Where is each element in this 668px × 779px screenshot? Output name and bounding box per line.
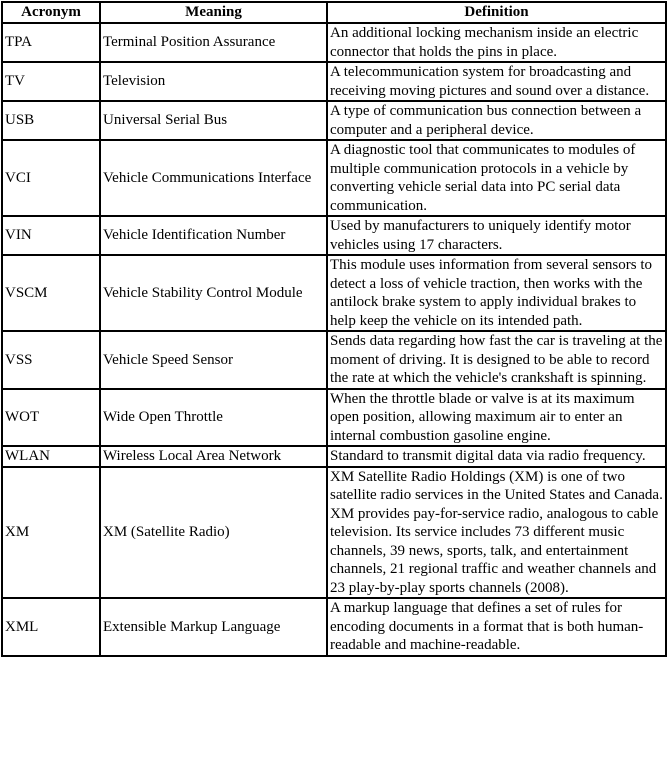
acronym-cell: WOT [2, 389, 100, 447]
definition-cell: Standard to transmit digital data via radio frequency. [327, 446, 666, 467]
acronym-cell: XML [2, 598, 100, 656]
table-row [2, 467, 666, 599]
definition-cell: This module uses information from several sensors to detect a loss of vehicle traction, then works with the antilock brake system to apply individual brakes to help keep the vehicle on its intended path. [327, 255, 666, 331]
meaning-cell: Vehicle Stability Control Module [100, 255, 327, 331]
table-row [2, 389, 666, 447]
definition-cell: A type of communication bus connection between a computer and a peripheral device. [327, 101, 666, 140]
acronym-cell: TPA [2, 23, 100, 62]
acronym-cell: XM [2, 467, 100, 599]
acronym-cell: USB [2, 101, 100, 140]
definition-cell: A telecommunication system for broadcasting and receiving moving pictures and sound over a distance. [327, 62, 666, 101]
meaning-cell: XM (Satellite Radio) [100, 467, 327, 599]
table-row [2, 446, 666, 467]
acronym-cell: VIN [2, 216, 100, 255]
table-row [2, 23, 666, 62]
meaning-cell: Wireless Local Area Network [100, 446, 327, 467]
table-row [2, 216, 666, 255]
acronym-cell: TV [2, 62, 100, 101]
header-row [2, 2, 666, 23]
table-row [2, 62, 666, 101]
acronym-table [1, 1, 667, 657]
table-row [2, 101, 666, 140]
acronym-cell: WLAN [2, 446, 100, 467]
table-row [2, 140, 666, 216]
meaning-cell: Vehicle Communications Interface [100, 140, 327, 216]
header-definition: Definition [327, 2, 666, 23]
definition-cell: XM Satellite Radio Holdings (XM) is one of two satellite radio services in the United States and Canada. XM provides pay-for-service radio, analogous to cable television. Its service includes 73 different music channels, 39 news, sports, talk, and entertainment channels, 21 regional traffic and weather channels and 23 play-by-play sports channels (2008). [327, 467, 666, 599]
definition-cell: A markup language that defines a set of rules for encoding documents in a format that is both human-readable and machine-readable. [327, 598, 666, 656]
meaning-cell: Universal Serial Bus [100, 101, 327, 140]
acronym-cell: VSCM [2, 255, 100, 331]
acronym-table-container [1, 1, 665, 657]
meaning-cell: Vehicle Identification Number [100, 216, 327, 255]
acronym-cell: VSS [2, 331, 100, 389]
meaning-cell: Vehicle Speed Sensor [100, 331, 327, 389]
meaning-cell: Television [100, 62, 327, 101]
definition-cell: A diagnostic tool that communicates to modules of multiple communication protocols in a vehicle by converting vehicle serial data into PC serial data communication. [327, 140, 666, 216]
definition-cell: An additional locking mechanism inside an electric connector that holds the pins in place. [327, 23, 666, 62]
definition-cell: When the throttle blade or valve is at its maximum open position, allowing maximum air to enter an internal combustion gasoline engine. [327, 389, 666, 447]
meaning-cell: Extensible Markup Language [100, 598, 327, 656]
header-meaning: Meaning [100, 2, 327, 23]
definition-cell: Used by manufacturers to uniquely identify motor vehicles using 17 characters. [327, 216, 666, 255]
table-row [2, 331, 666, 389]
table-body [2, 23, 666, 656]
table-header [2, 2, 666, 23]
table-row [2, 598, 666, 656]
definition-cell: Sends data regarding how fast the car is traveling at the moment of driving. It is designed to be able to record the rate at which the vehicle's crankshaft is spinning. [327, 331, 666, 389]
header-acronym: Acronym [2, 2, 100, 23]
meaning-cell: Wide Open Throttle [100, 389, 327, 447]
meaning-cell: Terminal Position Assurance [100, 23, 327, 62]
table-row [2, 255, 666, 331]
acronym-cell: VCI [2, 140, 100, 216]
